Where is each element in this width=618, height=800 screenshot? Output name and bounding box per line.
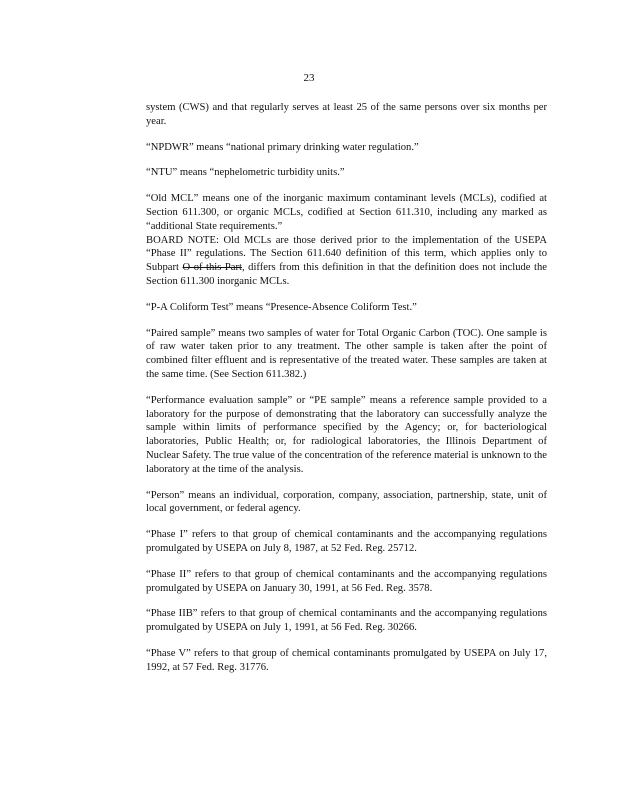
board-note-struck-text: O of this Part (182, 262, 242, 274)
definition-phase-v: “Phase V” refers to that group of chemical contaminants promulgated by USEPA on July 17, 1992, at 57 Fed. Reg. 31776. (146, 647, 547, 673)
definition-phase-ii: “Phase II” refers to that group of chemical contaminants and the accompanying regulations promulgated by USEPA on January 30, 1991, at 56 Fed. Reg. 3578. (146, 568, 547, 594)
page-number: 23 (303, 72, 315, 84)
definition-ntu: “NTU” means “nephelometric turbidity units.” (146, 167, 345, 179)
paragraph-cws-continuation: system (CWS) and that regularly serves at least 25 of the same persons over six months per year. (146, 102, 547, 127)
board-note-before: BOARD NOTE: Old MCLs are those derived prior to the implementation of the USEPA “Phase II” regulations. The Section 611.640 definition of this term, which applies only to Subpart (146, 234, 547, 274)
definition-npdwr: “NPDWR” means “national primary drinking water regulation.” (146, 141, 419, 153)
definition-old-mcl: “Old MCL” means one of the inorganic maximum contaminant levels (MCLs), codified at Section 611.300, or organic MCLs, codified at Section 611.310, including any marked as “additional State requirements.” (146, 193, 547, 232)
definition-person: “Person” means an individual, corporation, company, association, partnership, state, unit of local government, or federal agency. (146, 489, 547, 515)
board-note-after: , differs from this definition in that the definition does not include the Section 611.300 inorganic MCLs. (146, 262, 547, 287)
board-note (146, 234, 547, 289)
definition-phase-iib: “Phase IIB” refers to that group of chemical contaminants and the accompanying regulations promulgated by USEPA on July 1, 1991, at 56 Fed. Reg. 30266. (146, 608, 547, 634)
definition-performance-evaluation-sample: “Performance evaluation sample” or “PE sample” means a reference sample provided to a laboratory for the purpose of demonstrating that the laboratory can successfully analyze the sample within limits of performance specified by the Agency; or, for bacteriological laboratories, Public Health; or, for radiological laboratories, the Illinois Department of Nuclear Safety. The true value of the concentration of the reference material is unknown to the laboratory at the time of the analysis. (146, 394, 547, 475)
definition-pa-coliform-test: “P-A Coliform Test” means “Presence-Absence Coliform Test.” (146, 301, 417, 313)
definition-phase-i: “Phase I” refers to that group of chemical contaminants and the accompanying regulations promulgated by USEPA on July 8, 1987, at 52 Fed. Reg. 25712. (146, 529, 547, 554)
document-body (146, 101, 547, 687)
definition-paired-sample: “Paired sample” means two samples of water for Total Organic Carbon (TOC). One sample is of raw water taken prior to any treatment. The other sample is taken after the point of combined filter effluent and is representative of the treated water. These samples are taken at the same time. (See Section 611.382.) (146, 327, 547, 380)
